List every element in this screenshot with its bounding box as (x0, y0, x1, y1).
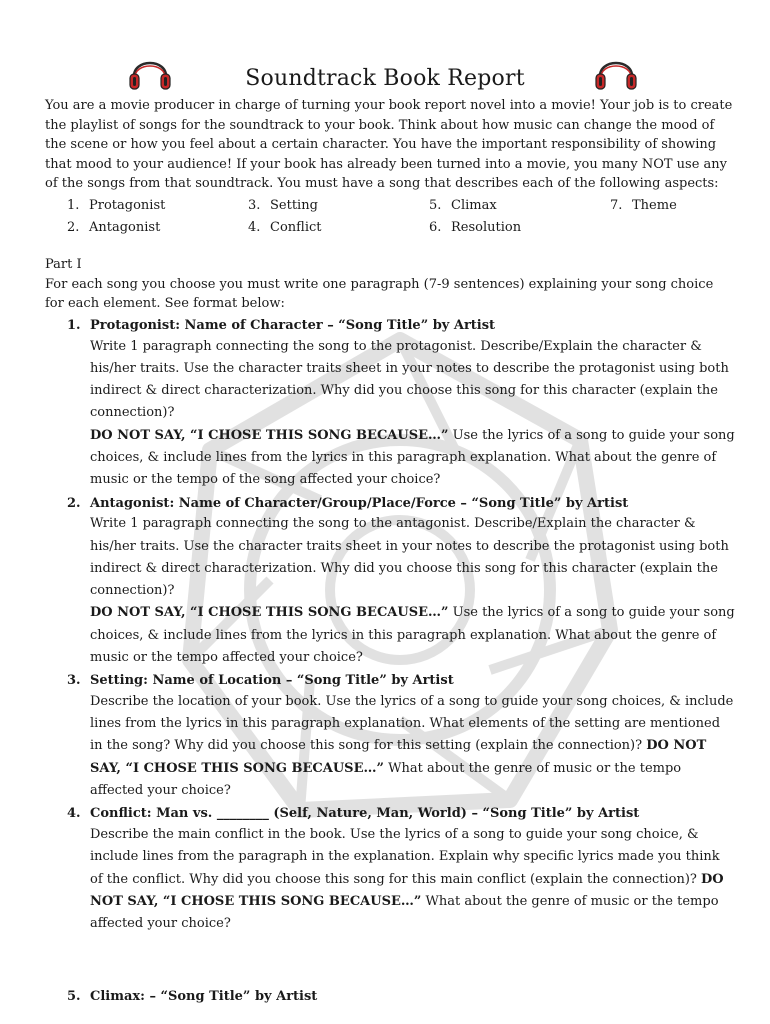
item-instructions: Write 1 paragraph connecting the song to the antagonist. Describe/Explain the character & his/her traits. Use the character traits sheet in your notes to describe the protagonist using both indirect & direct characterization. Why did you choose this song for this character (explain the connection)? (90, 516, 729, 599)
song-requirements-list (45, 316, 735, 1007)
aspect-item (610, 196, 730, 216)
aspect-number: 5. (429, 197, 442, 213)
item-heading: Climax: – “Song Title” by Artist (90, 989, 318, 1005)
aspect-label: Climax (451, 197, 497, 213)
item-number: 4. (67, 806, 81, 822)
list-item (45, 316, 735, 492)
aspect-label: Setting (270, 197, 318, 213)
item-instructions: Write 1 paragraph connecting the song to the protagonist. Describe/Explain the character & his/her traits. Use the character traits sheet in your notes to describe the protagonist using both indirect & direct characterization. Why did you choose this song for this character (explain the connection)? (90, 338, 729, 421)
document-body (45, 96, 735, 1007)
item-warning: DO NOT SAY, “I CHOSE THIS SONG BECAUSE…” (90, 738, 707, 776)
item-instructions-continued: Use the lyrics of a song to guide your song choices, & include lines from the lyrics in this paragraph explanation. What about the genre of music or the tempo of the song affected your choice? (90, 427, 735, 488)
aspect-item (429, 196, 610, 216)
list-item (45, 804, 735, 935)
aspect-item (67, 218, 248, 238)
aspect-number: 1. (67, 197, 80, 213)
item-warning: DO NOT SAY, “I CHOSE THIS SONG BECAUSE…” (90, 871, 724, 909)
part-heading: Part I (45, 257, 82, 273)
aspect-item (248, 218, 429, 238)
spacer (45, 935, 735, 985)
aspect-label: Theme (632, 197, 677, 213)
item-heading: Setting: Name of Location – “Song Title” by Artist (90, 673, 454, 689)
item-instructions-continued: Use the lyrics of a song to guide your song choices, & include lines from the lyrics in this paragraph explanation. What about the genre of music or the tempo affected your choice? (90, 605, 735, 665)
intro-paragraph: You are a movie producer in charge of turning your book report novel into a movie! Your job is to create the playlist of songs for the soundtrack to your book. Think about how music can change the mood of the scene or how you feel about a certain character. You have the important responsibility of showing that mood to your audience! If your book has already been turned into a movie, you many NOT use any of the songs from that soundtrack. You must have a song that describes each of the following aspects: (45, 98, 733, 192)
page-title: Soundtrack Book Report (245, 66, 525, 91)
list-item (45, 987, 735, 1007)
aspect-label: Antagonist (89, 219, 161, 235)
aspect-item (248, 196, 429, 216)
item-number: 5. (67, 989, 81, 1005)
item-instructions-continued: What about the genre of music or the tempo affected your choice? (90, 893, 719, 932)
aspect-item (429, 218, 610, 238)
item-instructions: Describe the location of your book. Use the lyrics of a song to guide your song choices, & include lines from the lyrics in this paragraph explanation. What elements of the setting are mentioned in the song? Why did you choose this song for this setting (explain the connection)? (90, 693, 734, 754)
aspect-label: Conflict (270, 219, 322, 235)
aspect-number: 7. (610, 197, 623, 213)
item-instructions: Describe the main conflict in the book. Use the lyrics of a song to guide your song choice, & include lines from the paragraph in the explanation. Explain why specific lyrics made you think of the conflict. Why did you choose this song for this main conflict (explain the connection)? (90, 826, 720, 887)
list-item (45, 494, 735, 670)
aspects-list (67, 196, 735, 237)
item-number: 3. (67, 673, 81, 689)
aspect-number: 4. (248, 219, 261, 235)
item-warning: DO NOT SAY, “I CHOSE THIS SONG BECAUSE…” (90, 605, 449, 621)
aspect-label: Protagonist (89, 197, 166, 213)
item-body (90, 336, 735, 492)
item-number: 1. (67, 317, 81, 333)
item-heading: Protagonist: Name of Character – “Song Title” by Artist (90, 317, 496, 333)
item-warning: DO NOT SAY, “I CHOSE THIS SONG BECAUSE…” (90, 427, 449, 443)
list-item (45, 671, 735, 802)
aspect-number: 2. (67, 219, 80, 235)
item-heading: Antagonist: Name of Character/Group/Place/Force – “Song Title” by Artist (90, 495, 629, 511)
aspect-item (67, 196, 248, 216)
aspect-number: 6. (429, 219, 442, 235)
aspect-label: Resolution (451, 219, 522, 235)
item-number: 2. (67, 495, 81, 511)
aspect-number: 3. (248, 197, 261, 213)
part-description: For each song you choose you must write one paragraph (7-9 sentences) explaining your song choice for each element. See format below: (45, 276, 714, 312)
item-heading: Conflict: Man vs. ________ (Self, Nature, Man, World) – “Song Title” by Artist (90, 806, 640, 822)
item-body (90, 824, 735, 935)
item-instructions-continued: What about the genre of music or the tempo affected your choice? (90, 760, 682, 799)
item-body (90, 513, 735, 669)
item-body (90, 691, 735, 802)
